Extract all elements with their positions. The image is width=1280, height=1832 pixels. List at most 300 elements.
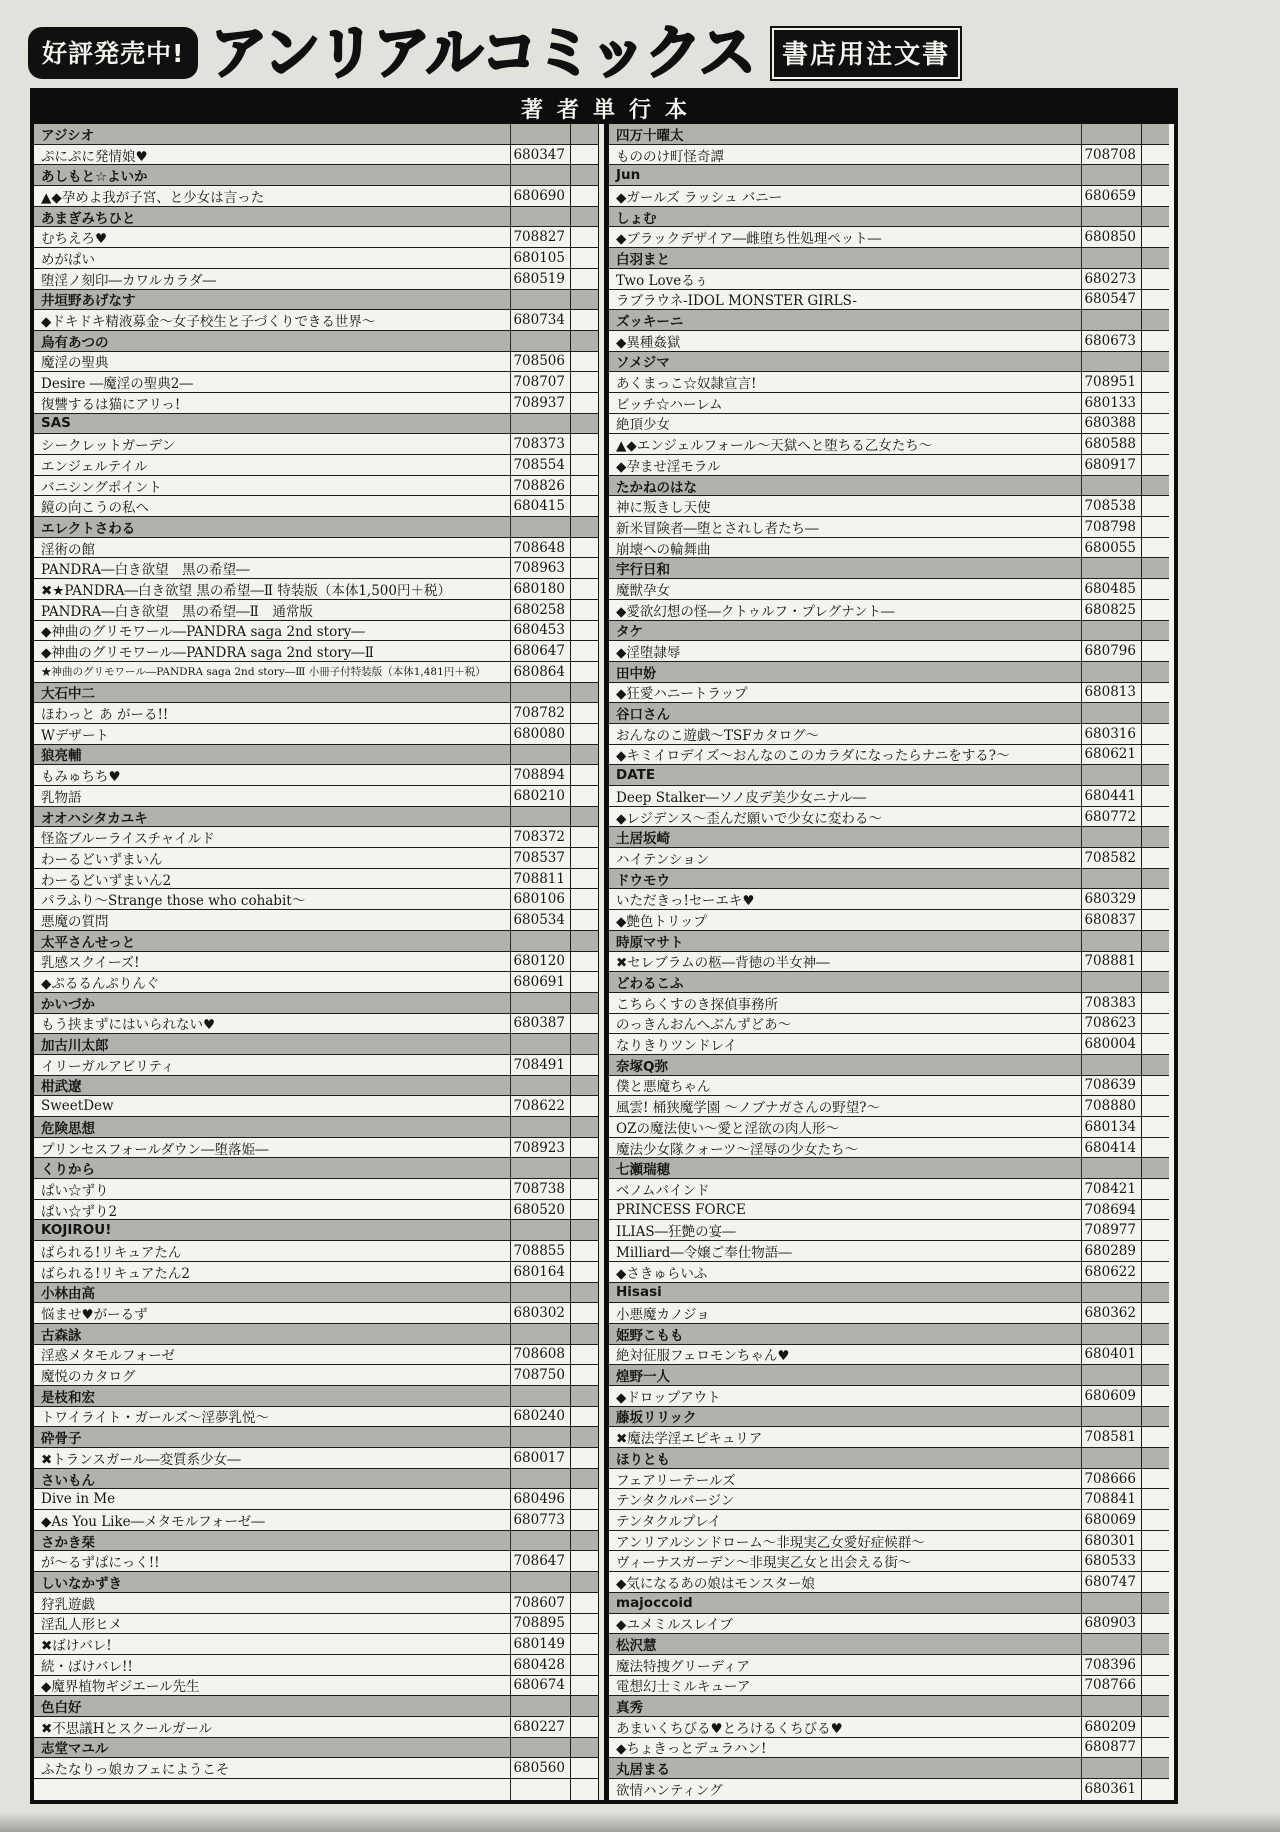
author-row xyxy=(34,414,598,435)
author-row xyxy=(609,703,1169,724)
author-row xyxy=(609,827,1169,848)
book-title: ほわっと あ がーる!! xyxy=(41,707,169,723)
book-row xyxy=(34,1634,598,1655)
author-name: さいもん xyxy=(41,1472,95,1489)
order-code: 680850 xyxy=(1081,227,1141,247)
author-row xyxy=(34,1427,598,1448)
order-entry-cell xyxy=(570,186,598,206)
author-row xyxy=(609,1634,1169,1655)
order-code: 708782 xyxy=(510,703,570,723)
author-code-cell xyxy=(510,1220,570,1240)
author-name: 大石中二 xyxy=(41,686,95,703)
order-entry-cell xyxy=(570,1634,598,1654)
order-entry-cell xyxy=(1141,310,1169,330)
order-entry-cell xyxy=(1141,1200,1169,1220)
order-entry-cell xyxy=(1141,1634,1169,1654)
order-entry-cell xyxy=(570,207,598,227)
author-code-cell xyxy=(1081,931,1141,951)
book-title: ▲◆孕めよ我が子宮、と少女は言った xyxy=(41,189,265,206)
author-row xyxy=(34,165,598,186)
author-row xyxy=(34,1283,598,1304)
order-code: 708937 xyxy=(510,393,570,413)
order-code: 680017 xyxy=(510,1448,570,1468)
author-name: オオハシタカユキ xyxy=(41,810,148,827)
book-row xyxy=(34,1448,598,1469)
author-row xyxy=(34,1531,598,1552)
book-title: いただきっ!セーエキ♥ xyxy=(616,893,755,910)
book-row xyxy=(34,476,598,497)
author-row xyxy=(34,1572,598,1593)
empty-row xyxy=(34,1779,598,1800)
book-title: ◆レジデンス〜歪んだ願いで少女に変わる〜 xyxy=(616,810,882,827)
order-code: 680401 xyxy=(1081,1345,1141,1365)
book-title: あまいくちびる♥とろけるくちびる♥ xyxy=(616,1720,843,1737)
book-row xyxy=(609,1096,1169,1117)
author-name: たかねのはな xyxy=(616,479,697,496)
book-row xyxy=(609,1303,1169,1324)
order-entry-cell xyxy=(570,1510,598,1530)
order-entry-cell xyxy=(1141,1531,1169,1551)
book-title: 欲情ハンティング xyxy=(616,1783,723,1800)
order-code: 680877 xyxy=(1081,1738,1141,1758)
author-name: 七瀬瑞穂 xyxy=(616,1162,670,1179)
author-row xyxy=(609,1365,1169,1386)
author-code-cell xyxy=(510,1034,570,1054)
book-title: 風雲! 桶狭魔学園 〜ノブナガさんの野望?〜 xyxy=(616,1100,880,1116)
book-row xyxy=(34,1096,598,1117)
order-code: 680210 xyxy=(510,786,570,806)
top-banner xyxy=(30,18,1250,87)
author-name: タケ xyxy=(616,624,643,641)
book-title: 絶頂少女 xyxy=(616,417,670,434)
order-entry-cell xyxy=(570,248,598,268)
book-row xyxy=(609,641,1169,662)
author-name: 藤坂リリック xyxy=(616,1410,697,1427)
order-entry-cell xyxy=(1141,269,1169,289)
author-code-cell xyxy=(1081,165,1141,185)
author-row xyxy=(609,621,1169,642)
author-code-cell xyxy=(1081,1324,1141,1344)
order-code: 680301 xyxy=(1081,1531,1141,1551)
book-row xyxy=(609,1779,1169,1800)
book-title: 淫惑メタモルフォーゼ xyxy=(41,1348,176,1365)
book-title: Two Loveるぅ xyxy=(616,272,709,289)
order-entry-cell xyxy=(570,869,598,889)
book-row xyxy=(34,786,598,807)
order-entry-cell xyxy=(1141,848,1169,868)
order-code: 708582 xyxy=(1081,848,1141,868)
order-code: 680813 xyxy=(1081,683,1141,703)
order-entry-cell xyxy=(1141,972,1169,992)
author-name: あしもと☆よいか xyxy=(41,169,148,186)
author-code-cell xyxy=(510,517,570,537)
author-name: ほりとも xyxy=(616,1451,670,1468)
book-title: 淫乱人形ヒメ xyxy=(41,1617,122,1634)
order-code: 708491 xyxy=(510,1055,570,1075)
order-code: 708855 xyxy=(510,1241,570,1261)
order-code: 680917 xyxy=(1081,455,1141,475)
book-title: ✖ばけバレ! xyxy=(41,1638,112,1654)
author-name: KOJIROU! xyxy=(41,1222,112,1239)
book-row xyxy=(34,889,598,910)
author-row xyxy=(34,1034,598,1055)
book-row xyxy=(34,848,598,869)
order-code: 680133 xyxy=(1081,393,1141,413)
left-column xyxy=(34,124,599,1800)
order-entry-cell xyxy=(1141,1365,1169,1385)
order-entry-cell xyxy=(570,496,598,516)
author-name: SAS xyxy=(41,415,71,432)
book-row xyxy=(34,393,598,414)
book-title: シークレットガーデン xyxy=(41,438,176,454)
author-code-cell xyxy=(510,1117,570,1137)
author-code-cell xyxy=(1081,207,1141,227)
book-row xyxy=(34,1676,598,1697)
book-title: ◆神曲のグリモワール―PANDRA saga 2nd story― xyxy=(41,624,365,641)
order-code: 680105 xyxy=(510,248,570,268)
order-entry-cell xyxy=(570,476,598,496)
order-entry-cell xyxy=(570,1489,598,1509)
author-name: あまぎみちひと xyxy=(41,210,136,227)
order-entry-cell xyxy=(1141,931,1169,951)
order-code: 708977 xyxy=(1081,1220,1141,1240)
author-name: 志堂マユル xyxy=(41,1741,109,1758)
author-name: Hisasi xyxy=(616,1284,662,1301)
book-title: わーるどいずまいん xyxy=(41,851,163,868)
order-entry-cell xyxy=(570,227,598,247)
order-code: 708537 xyxy=(510,848,570,868)
author-name: DATE xyxy=(616,767,656,784)
book-row xyxy=(609,993,1169,1014)
author-row xyxy=(34,290,598,311)
order-entry-cell xyxy=(570,993,598,1013)
order-entry-cell xyxy=(570,1551,598,1571)
author-code-cell xyxy=(1081,621,1141,641)
order-code: 708923 xyxy=(510,1138,570,1158)
order-entry-cell xyxy=(1141,331,1169,351)
order-code: 680302 xyxy=(510,1303,570,1323)
order-entry-cell xyxy=(570,538,598,558)
book-title: こちらくすのき探偵事務所 xyxy=(616,996,778,1013)
author-code-cell xyxy=(510,745,570,765)
order-entry-cell xyxy=(570,1303,598,1323)
order-entry-cell xyxy=(1141,1448,1169,1468)
book-row xyxy=(609,910,1169,931)
author-name: majoccoid xyxy=(616,1594,693,1611)
book-title: ベノムバインド xyxy=(616,1182,710,1199)
book-row xyxy=(34,248,598,269)
author-name: 白羽まと xyxy=(616,251,670,268)
author-row xyxy=(34,745,598,766)
order-entry-cell xyxy=(1141,641,1169,661)
order-code: 680560 xyxy=(510,1758,570,1778)
author-name: かいづか xyxy=(41,996,95,1013)
book-title: Milliard―令嬢ご奉仕物語― xyxy=(616,1244,792,1261)
order-entry-cell xyxy=(1141,538,1169,558)
author-name: 宇行日和 xyxy=(616,562,670,579)
order-code: 708951 xyxy=(1081,372,1141,392)
author-row xyxy=(609,662,1169,683)
book-row xyxy=(34,972,598,993)
author-row xyxy=(609,1283,1169,1304)
book-row xyxy=(609,1179,1169,1200)
order-code: 680289 xyxy=(1081,1241,1141,1261)
empty-title-cell xyxy=(34,1779,510,1800)
order-entry-cell xyxy=(1141,910,1169,930)
book-row xyxy=(609,1117,1169,1138)
order-entry-cell xyxy=(570,1200,598,1220)
author-name: 古森詠 xyxy=(41,1327,82,1344)
book-row xyxy=(34,765,598,786)
book-row xyxy=(609,414,1169,435)
book-row xyxy=(609,1489,1169,1510)
order-entry-cell xyxy=(570,1179,598,1199)
order-entry-cell xyxy=(570,434,598,454)
order-entry-cell xyxy=(1141,124,1169,144)
author-code-cell xyxy=(1081,703,1141,723)
author-name: 烏有あつの xyxy=(41,334,109,351)
order-entry-cell xyxy=(570,848,598,868)
author-code-cell xyxy=(510,1283,570,1303)
order-entry-cell xyxy=(570,1779,598,1800)
order-entry-cell xyxy=(1141,889,1169,909)
order-entry-cell xyxy=(570,310,598,330)
order-entry-cell xyxy=(1141,1014,1169,1034)
order-code: 680796 xyxy=(1081,641,1141,661)
order-entry-cell xyxy=(1141,1469,1169,1489)
book-title: 魔法特捜グリーディア xyxy=(616,1658,750,1675)
book-row xyxy=(34,1614,598,1635)
author-code-cell xyxy=(510,1469,570,1489)
book-title: 絶対征服フェロモンちゃん♥ xyxy=(616,1348,790,1365)
book-title: むちえろ♥ xyxy=(41,231,108,248)
author-name: 色白好 xyxy=(41,1700,82,1716)
book-title: 鏡の向こうの私へ xyxy=(41,500,149,517)
author-row xyxy=(34,1076,598,1097)
author-row xyxy=(34,993,598,1014)
book-row xyxy=(34,1241,598,1262)
book-title: ★神曲のグリモワール―PANDRA saga 2nd story―Ⅲ 小冊子付特装版（本体1,481円＋税） xyxy=(41,666,486,679)
book-title: 乳感スクイーズ! xyxy=(41,955,140,972)
table-body xyxy=(34,124,1174,1800)
book-title: ◆気になるあの娘はモンスター娘 xyxy=(616,1575,815,1592)
order-entry-cell xyxy=(570,1158,598,1178)
order-code: 708881 xyxy=(1081,952,1141,972)
author-code-cell xyxy=(510,1158,570,1178)
author-code-cell xyxy=(1081,1448,1141,1468)
order-code: 680004 xyxy=(1081,1034,1141,1054)
order-entry-cell xyxy=(1141,1324,1169,1344)
order-entry-cell xyxy=(1141,290,1169,310)
book-row xyxy=(34,269,598,290)
author-code-cell xyxy=(1081,352,1141,372)
order-code: 680415 xyxy=(510,496,570,516)
author-row xyxy=(609,352,1169,373)
author-name: 是枝和宏 xyxy=(41,1389,95,1406)
book-title: のっきんおんへぶんずどあ〜 xyxy=(616,1017,792,1034)
book-row xyxy=(34,1138,598,1159)
book-title: フェアリーテールズ xyxy=(616,1472,736,1489)
book-row xyxy=(34,1179,598,1200)
order-entry-cell xyxy=(570,1738,598,1758)
author-name: アジシオ xyxy=(41,127,95,144)
order-code: 680837 xyxy=(1081,910,1141,930)
author-row xyxy=(609,558,1169,579)
order-code: 680772 xyxy=(1081,807,1141,827)
book-title: ラブラウネ-IDOL MONSTER GIRLS- xyxy=(616,293,857,310)
author-code-cell xyxy=(1081,1365,1141,1385)
book-title: ◆神曲のグリモワール―PANDRA saga 2nd story―Ⅱ xyxy=(41,645,374,661)
book-title: 魔獣孕女 xyxy=(616,582,670,599)
order-entry-cell xyxy=(570,1076,598,1096)
author-name: ドウモウ xyxy=(616,872,670,889)
order-entry-cell xyxy=(570,889,598,909)
order-code: 680069 xyxy=(1081,1510,1141,1530)
order-entry-cell xyxy=(570,1386,598,1406)
order-entry-cell xyxy=(1141,1262,1169,1282)
author-name: 土居坂崎 xyxy=(616,831,670,848)
author-row xyxy=(609,1758,1169,1779)
book-row xyxy=(609,1386,1169,1407)
book-row xyxy=(609,1034,1169,1055)
author-code-cell xyxy=(510,1386,570,1406)
order-entry-cell xyxy=(570,786,598,806)
author-code-cell xyxy=(1081,1407,1141,1427)
order-code: 708639 xyxy=(1081,1076,1141,1096)
author-row xyxy=(34,331,598,352)
order-code: 680773 xyxy=(510,1510,570,1530)
book-row xyxy=(609,434,1169,455)
author-row xyxy=(609,165,1169,186)
author-name: 谷口さん xyxy=(616,707,670,723)
book-title: プリンセスフォールダウン―堕落姫― xyxy=(41,1141,269,1158)
order-code: 680691 xyxy=(510,972,570,992)
book-title: 続・ばけバレ!! xyxy=(41,1658,133,1675)
order-entry-cell xyxy=(1141,496,1169,516)
book-row xyxy=(609,1510,1169,1531)
author-row xyxy=(609,1448,1169,1469)
order-entry-cell xyxy=(570,683,598,703)
order-code: 680496 xyxy=(510,1489,570,1509)
book-row xyxy=(609,290,1169,311)
book-title: 淫術の館 xyxy=(41,541,95,558)
book-row xyxy=(609,683,1169,704)
order-entry-cell xyxy=(1141,372,1169,392)
order-entry-cell xyxy=(1141,1386,1169,1406)
author-code-cell xyxy=(1081,1593,1141,1613)
author-name: どわるこふ xyxy=(616,976,684,992)
order-entry-cell xyxy=(570,1055,598,1075)
order-entry-cell xyxy=(570,1241,598,1261)
order-code: 680588 xyxy=(1081,434,1141,454)
order-code: 708963 xyxy=(510,558,570,578)
order-entry-cell xyxy=(1141,414,1169,434)
book-title: 乳物語 xyxy=(41,789,82,806)
order-entry-cell xyxy=(1141,662,1169,682)
book-row xyxy=(34,1014,598,1035)
book-row xyxy=(34,227,598,248)
book-title: 狩乳遊戯 xyxy=(41,1596,95,1613)
order-code: 708372 xyxy=(510,827,570,847)
author-row xyxy=(34,1738,598,1759)
book-row xyxy=(34,1055,598,1076)
book-row xyxy=(609,1717,1169,1738)
book-row xyxy=(34,600,598,621)
book-title: 魔悦のカタログ xyxy=(41,1369,136,1385)
book-row xyxy=(609,1572,1169,1593)
order-code: 708648 xyxy=(510,538,570,558)
order-entry-cell xyxy=(1141,1407,1169,1427)
order-entry-cell xyxy=(1141,621,1169,641)
book-title: Deep Stalker―ソノ皮デ美少女ニナル― xyxy=(616,789,867,806)
author-code-cell xyxy=(510,807,570,827)
book-row xyxy=(34,910,598,931)
book-row xyxy=(609,848,1169,869)
order-code: 680055 xyxy=(1081,538,1141,558)
author-row xyxy=(34,683,598,704)
author-code-cell xyxy=(510,290,570,310)
order-entry-cell xyxy=(570,1614,598,1634)
author-name: エレクトさわる xyxy=(41,520,136,537)
order-code: 680347 xyxy=(510,145,570,165)
book-row xyxy=(609,1551,1169,1572)
order-entry-cell xyxy=(1141,1738,1169,1758)
author-code-cell xyxy=(1081,1283,1141,1303)
order-code: 708607 xyxy=(510,1593,570,1613)
right-column xyxy=(604,124,1169,1800)
book-row xyxy=(34,372,598,393)
order-entry-cell xyxy=(570,641,598,661)
order-entry-cell xyxy=(1141,145,1169,165)
author-name: 四万十曜太 xyxy=(616,127,684,144)
book-title: 堕淫ノ刻印―カワルカラダ― xyxy=(41,272,216,289)
book-title: 怪盗ブルーライスチャイルド xyxy=(41,831,215,848)
order-entry-cell xyxy=(1141,1489,1169,1509)
book-row xyxy=(34,952,598,973)
author-code-cell xyxy=(510,331,570,351)
author-code-cell xyxy=(1081,1158,1141,1178)
book-title: テンタクルプレイ xyxy=(616,1513,722,1530)
order-code: 708766 xyxy=(1081,1676,1141,1696)
order-entry-cell xyxy=(1141,165,1169,185)
order-entry-cell xyxy=(1141,724,1169,744)
book-title: PRINCESS FORCE xyxy=(616,1201,746,1218)
order-code: 708827 xyxy=(510,227,570,247)
book-row xyxy=(34,869,598,890)
book-row xyxy=(34,1407,598,1428)
order-code: 680149 xyxy=(510,1634,570,1654)
order-entry-cell xyxy=(1141,1034,1169,1054)
book-title: 魔淫の聖典 xyxy=(41,355,109,372)
author-row xyxy=(34,124,598,145)
author-name: Jun xyxy=(616,167,641,184)
order-entry-cell xyxy=(1141,352,1169,372)
author-row xyxy=(34,807,598,828)
author-row xyxy=(609,1593,1169,1614)
book-title: 悪魔の質問 xyxy=(41,913,109,930)
author-code-cell xyxy=(510,993,570,1013)
book-row xyxy=(609,1076,1169,1097)
order-code: 680209 xyxy=(1081,1717,1141,1737)
book-row xyxy=(609,455,1169,476)
book-title: 僕と悪魔ちゃん xyxy=(616,1079,711,1096)
order-entry-cell xyxy=(1141,1510,1169,1530)
order-entry-cell xyxy=(1141,1676,1169,1696)
book-row xyxy=(34,703,598,724)
book-row xyxy=(34,1365,598,1386)
author-code-cell xyxy=(510,207,570,227)
order-code: 680180 xyxy=(510,579,570,599)
